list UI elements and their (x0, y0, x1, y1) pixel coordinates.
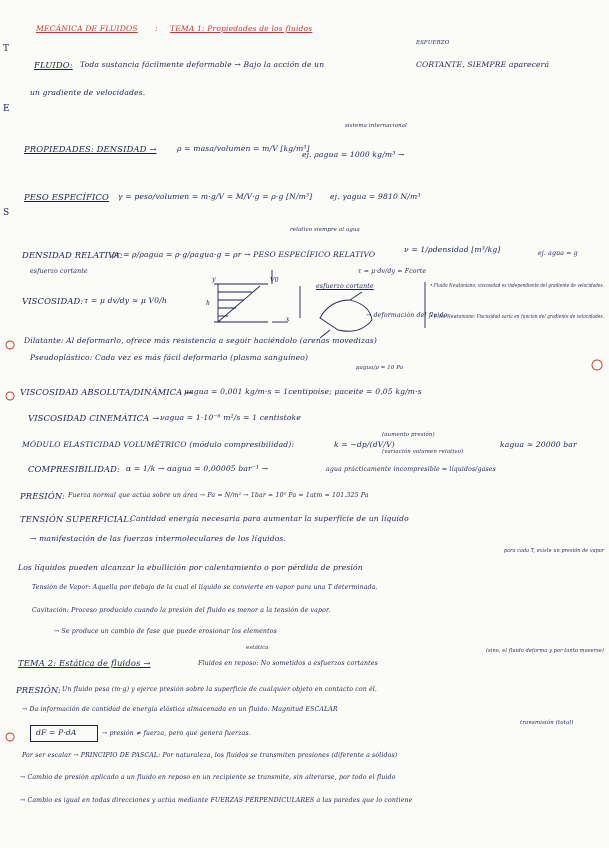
modulo-note-b: (variación volumen relativo) (382, 449, 464, 455)
peso-example: ej. γagua = 9810 N/m³ (330, 192, 421, 201)
fluido-constant: CORTANTE, SIEMPRE aparecerá (416, 60, 550, 69)
densidad-note: sistema internacional (345, 123, 408, 129)
relativa-sub-left: esfuerzo cortante (30, 268, 88, 275)
relativa-note: relativo siempre al agua (290, 227, 360, 233)
absoluta-formula: μagua = 0,001 kg/m·s = 1centipoise; μaceite = 0,05 kg/m·s (184, 387, 422, 396)
compresibilidad-note: agua prácticamente incompresible ⇒ líquidos/gases (326, 466, 496, 473)
presion2-line: Un fluido pesa (m·g) y ejerce presión sobre la superficie de cualquier objeto en contacto con él. (62, 686, 377, 693)
compresibilidad-formula: α = 1/k → αagua = 0,00005 bar⁻¹ → (126, 464, 269, 473)
modulo-note-a: (aumento presión) (382, 432, 435, 438)
densidad-label: PROPIEDADES: DENSIDAD → (24, 144, 157, 154)
tema2-note-right: (sino, el fluido deforma y por tanto moverse) (486, 648, 604, 654)
diagram-label-y: y (212, 276, 216, 283)
diagram-label-h: h (206, 300, 211, 307)
header-topic: TEMA 1: Propiedades de los fluidos (170, 24, 313, 33)
relativa-example: ej. agua = g (538, 250, 578, 257)
relativa-sub-tau: τ = μ·dv/dy = Fcorte (358, 268, 427, 275)
cinematica-label: VISCOSIDAD CINEMÁTICA → (28, 413, 160, 423)
modulo-label: MÓDULO ELASTICIDAD VOLUMÉTRICO (módulo compresibilidad): (22, 440, 295, 449)
presion2-line3: → presión ≠ fuerza, pero que genera fuerzas. (102, 730, 251, 737)
header-title: MECÁNICA DE FLUIDOS (36, 24, 138, 33)
presion-line: Fuerza normal que actúa sobre un área → Pa = N/m² → 1bar = 10⁵ Pa ≈ 1atm = 101.325 Pa (68, 492, 369, 499)
tema2-note: estática (246, 645, 269, 651)
presion-label: PRESIÓN: (20, 491, 66, 501)
absoluta-note: μagua/ρ = 10 Pa (356, 365, 404, 371)
ebullicion-vapor: Tensión de Vapor: Aquella por debajo de la cual el líquido se convierte en vapor para una T determinada. (32, 584, 378, 591)
cinematica-formula: νagua = 1·10⁻⁶ m²/s = 1 centistoke (160, 413, 301, 422)
tema2-line: Fluidos en reposo: No sometidos a esfuerzos cortantes (198, 660, 378, 667)
dilatante-line1: Dilatante: Al deformarlo, ofrece más resistencia a seguir haciéndolo (arenas movedizas) (24, 336, 377, 345)
presion2-note: transmisión (total) (520, 720, 574, 726)
presion2-line2: → Da información de cantidad de energía elástica almacenada en un fluido. Magnitud ESCALAR (22, 706, 338, 713)
pascal-line1: Por ser escalar → PRINCIPIO DE PASCAL: Por naturaleza, los fluidos se transmiten presiones (diferente a sólidos) (22, 752, 398, 759)
margin-mark: T (3, 44, 10, 54)
fluido-note-above: ESFUERZO (416, 40, 450, 46)
peso-label: PESO ESPECÍFICO (24, 192, 109, 202)
diagram-label-v0: V0 (270, 277, 279, 284)
viscosidad-bullet1: • Fluido Newtoniano: viscosidad es independiente del gradiente de velocidades. (430, 283, 605, 289)
densidad-formula: ρ = masa/volumen = m/V [kg/m³] (177, 144, 310, 153)
viscosidad-bullet2: • F. No Newtoniano: Viscosidad varía en función del gradiente de velocidades. (430, 314, 605, 320)
relativa-specific-volume: ν = 1/ρdensidad [m³/kg] (404, 245, 501, 254)
viscosidad-formula: τ = μ dv/dy ≈ μ V0/h (84, 296, 167, 305)
modulo-value: kagua ≈ 20000 bar (500, 440, 577, 449)
relativa-formula: ρr = ρ/ρagua = ρ·g/ρagua·g = ρr → PESO ESPECÍFICO RELATIVO (112, 250, 376, 259)
viscosidad-label: VISCOSIDAD: (22, 296, 84, 306)
tema2-label: TEMA 2: Estática de fluidos → (18, 658, 151, 668)
relativa-label: DENSIDAD RELATIVA: (22, 250, 123, 260)
dilatante-line2: Pseudoplástico: Cada vez es más fácil deformarlo (plasma sanguíneo) (30, 353, 309, 362)
pascal-line3: → Cambio es igual en todas direcciones y actúa mediante FUERZAS PERPENDICULARES a las paredes que lo contiene (20, 797, 413, 804)
compresibilidad-label: COMPRESIBILIDAD: (28, 464, 120, 474)
diagram-label-x: x (286, 316, 290, 323)
fluido-label: FLUIDO: (34, 60, 73, 70)
absoluta-label: VISCOSIDAD ABSOLUTA/DINÁMICA → (20, 387, 193, 397)
ebullicion-cavitacion: Cavitación: Proceso producido cuando la presión del fluido es menor a la tensión de vapor. (32, 607, 331, 614)
densidad-example: ej. ρagua = 1000 kg/m³ → (302, 150, 405, 159)
tension-label: TENSIÓN SUPERFICIAL: (20, 514, 133, 524)
fluido-line2: un gradiente de velocidades. (30, 88, 146, 97)
ebullicion-note: para cada T, existe un presión de vapor (504, 548, 605, 554)
viscosidad-deform: → deformación del fluido (366, 312, 448, 319)
fluido-line1: Toda sustancia fácilmente deformable → Bajo la acción de un (80, 60, 325, 69)
viscosidad-tangential: esfuerzo cortante (316, 283, 374, 290)
peso-formula: γ = peso/volumen = m·g/V = M/V·g = ρ·g [N/m³] (118, 192, 313, 201)
pascal-line2: → Cambio de presión aplicado a un fluido en reposo en un recipiente se transmite, sin alterarse, por todo el fluido (20, 774, 396, 781)
margin-mark: S (3, 208, 10, 218)
tension-line1: Cantidad energía necesaria para aumentar la superficie de un líquido (130, 514, 409, 523)
header-separator: : (155, 24, 158, 33)
presion2-formula: dF = P·dA (36, 728, 77, 737)
ebullicion-cambio: → Se produce un cambio de fase que puede erosionar los elementos (54, 628, 277, 635)
modulo-formula: k = −dp/(dV/V) (334, 440, 395, 449)
presion2-label: PRESIÓN: (16, 685, 62, 695)
margin-mark: E (3, 104, 10, 114)
ebullicion-line: Los líquidos pueden alcanzar la ebullición por calentamiento o por pérdida de presión (18, 563, 363, 572)
tension-line2: → manifestación de las fuerzas intermoleculares de los líquidos. (30, 534, 287, 543)
